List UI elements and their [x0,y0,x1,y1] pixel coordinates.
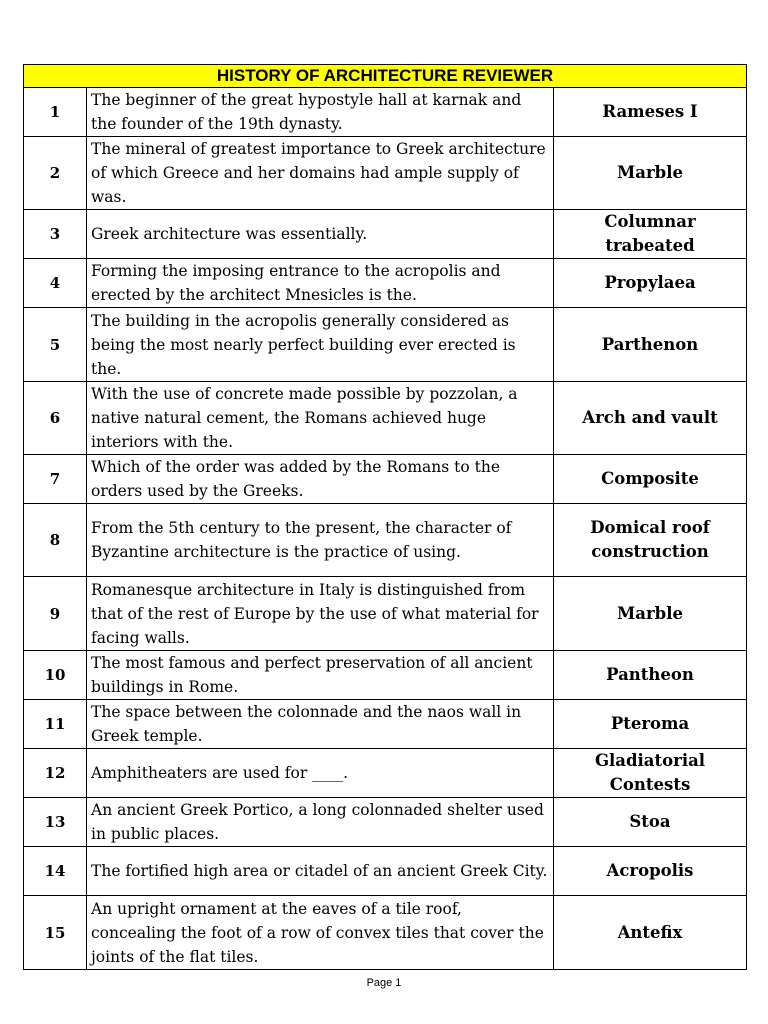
row-answer: Marble [554,577,747,651]
row-question: Amphitheaters are used for ____. [87,749,554,798]
row-answer: Acropolis [554,847,747,896]
table-row [24,210,747,259]
row-answer: Marble [554,137,747,210]
reviewer-sheet [23,64,746,970]
row-answer: Pantheon [554,651,747,700]
row-answer: Antefix [554,896,747,970]
row-number: 12 [24,749,87,798]
table-row [24,896,747,970]
table-row [24,700,747,749]
row-question: The most famous and perfect preservation of all ancient buildings in Rome. [87,651,554,700]
row-answer: Rameses I [554,88,747,137]
row-number: 5 [24,308,87,382]
row-number: 8 [24,504,87,577]
table-row [24,308,747,382]
row-number: 4 [24,259,87,308]
row-question: An ancient Greek Portico, a long colonnaded shelter used in public places. [87,798,554,847]
row-number: 7 [24,455,87,504]
row-question: Forming the imposing entrance to the acropolis and erected by the architect Mnesicles is the. [87,259,554,308]
row-question: The building in the acropolis generally considered as being the most nearly perfect building ever erected is the. [87,308,554,382]
row-number: 13 [24,798,87,847]
page-footer: Page 1 [366,977,402,989]
table-row [24,88,747,137]
table-row [24,847,747,896]
row-answer: Stoa [554,798,747,847]
table-row [24,504,747,577]
row-question: Which of the order was added by the Romans to the orders used by the Greeks. [87,455,554,504]
table-row [24,137,747,210]
row-question: Greek architecture was essentially. [87,210,554,259]
table-row [24,577,747,651]
row-question: The mineral of greatest importance to Greek architecture of which Greece and her domains had ample supply of was. [87,137,554,210]
row-answer: Pteroma [554,700,747,749]
reviewer-table [23,64,747,970]
row-answer: Columnar trabeated [554,210,747,259]
table-title: HISTORY OF ARCHITECTURE REVIEWER [24,65,747,88]
row-question: An upright ornament at the eaves of a tile roof, concealing the foot of a row of convex tiles that cover the joints of the flat tiles. [87,896,554,970]
row-question: Romanesque architecture in Italy is distinguished from that of the rest of Europe by the use of what material for facing walls. [87,577,554,651]
row-answer: Arch and vault [554,382,747,455]
row-answer: Domical roof construction [554,504,747,577]
table-row [24,798,747,847]
row-answer: Gladiatorial Contests [554,749,747,798]
row-question: From the 5th century to the present, the character of Byzantine architecture is the practice of using. [87,504,554,577]
row-question: The space between the colonnade and the naos wall in Greek temple. [87,700,554,749]
table-row [24,382,747,455]
table-row [24,259,747,308]
row-number: 11 [24,700,87,749]
table-row [24,455,747,504]
title-row [24,65,747,88]
table-row [24,749,747,798]
row-question: The beginner of the great hypostyle hall at karnak and the founder of the 19th dynasty. [87,88,554,137]
row-answer: Propylaea [554,259,747,308]
row-answer: Composite [554,455,747,504]
row-number: 15 [24,896,87,970]
row-question: The fortified high area or citadel of an ancient Greek City. [87,847,554,896]
row-number: 6 [24,382,87,455]
row-question: With the use of concrete made possible by pozzolan, a native natural cement, the Romans achieved huge interiors with the. [87,382,554,455]
row-number: 9 [24,577,87,651]
row-answer: Parthenon [554,308,747,382]
table-row [24,651,747,700]
row-number: 3 [24,210,87,259]
row-number: 14 [24,847,87,896]
row-number: 10 [24,651,87,700]
row-number: 2 [24,137,87,210]
row-number: 1 [24,88,87,137]
